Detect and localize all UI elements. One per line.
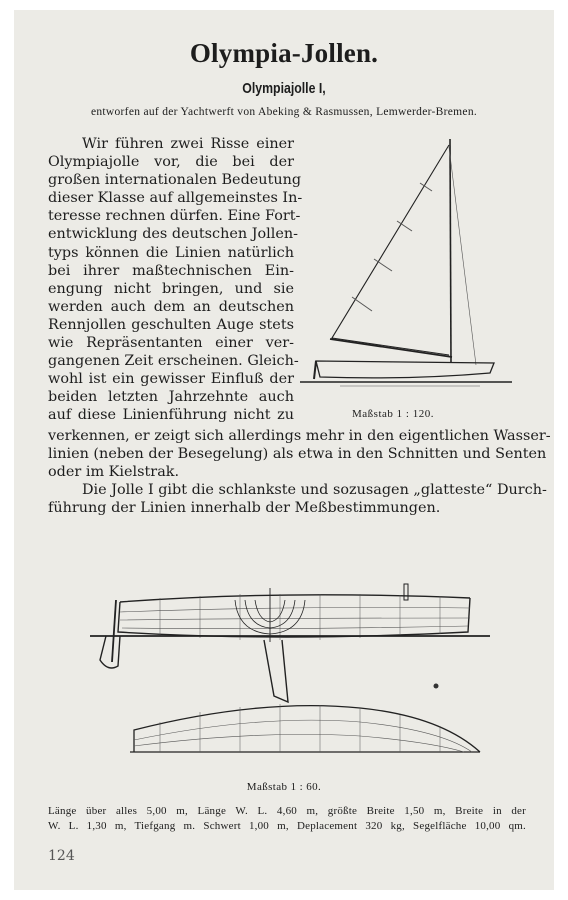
boat-subtitle: Olympiajolle I, bbox=[242, 80, 326, 97]
text-line: linien (neben der Besegelung) als etwa in den Schnitten und Senten bbox=[48, 446, 547, 463]
text-line: Olympiajolle vor, die bei der bbox=[48, 154, 294, 171]
boat-specifications bbox=[48, 804, 526, 834]
page-title: Olympia-Jollen. bbox=[189, 38, 379, 68]
specs-line: Länge über alles 5,00 m, Länge W. L. 4,60 m, größte Breite 1,50 m, Breite in der bbox=[48, 805, 526, 817]
text-line: führung der Linien innerhalb der Meßbestimmungen. bbox=[48, 500, 441, 517]
text-line: engung nicht bringen, und sie bbox=[48, 280, 294, 297]
text-line: Rennjollen geschulten Auge stets bbox=[48, 316, 294, 333]
text-line: verkennen, er zeigt sich allerdings mehr in den eigentlichen Wasser- bbox=[48, 428, 551, 444]
text-line: wohl ist ein gewisser Einfluß der bbox=[48, 371, 294, 388]
text-line: werden auch dem an deutschen bbox=[48, 298, 294, 315]
hull-profile bbox=[316, 361, 494, 378]
text-line: Wir führen zwei Risse einer bbox=[82, 136, 294, 152]
sail-plan-figure bbox=[280, 135, 520, 405]
text-line: bei ihrer maßtechnischen Ein- bbox=[48, 262, 294, 279]
page-number: 124 bbox=[48, 848, 75, 864]
text-line: teresse rechnen dürfen. Eine Fort- bbox=[48, 208, 301, 225]
boom-line bbox=[330, 339, 452, 357]
continuation-paragraph bbox=[48, 427, 551, 517]
text-line: dieser Klasse auf allgemeinstes In- bbox=[48, 190, 303, 207]
text-line: entwicklung des deutschen Jollen- bbox=[48, 226, 299, 243]
mast-line bbox=[450, 139, 451, 363]
designer-credit: entworfen auf der Yachtwerft von Abeking & Rasmussen, Lemwerder-Bremen. bbox=[90, 106, 478, 118]
book-page bbox=[14, 10, 554, 890]
text-line: gangenen Zeit erscheinen. Gleich- bbox=[48, 353, 299, 370]
half-breadth-outline bbox=[134, 706, 480, 752]
centreboard-shape bbox=[264, 640, 288, 702]
text-line: auf diese Linienführung nicht zu bbox=[48, 407, 294, 424]
lines-plan-figure bbox=[60, 570, 500, 770]
text-line: wie Repräsentanten einer ver- bbox=[48, 335, 294, 352]
text-line: beiden letzten Jahrzehnte auch bbox=[48, 389, 294, 406]
text-line: großen internationalen Bedeutung bbox=[48, 172, 302, 189]
intro-paragraph bbox=[48, 135, 303, 425]
text-line: typs können die Linien natürlich bbox=[48, 244, 294, 261]
hull-profile-lines bbox=[118, 598, 470, 637]
figure2-scale-label: Maßstab 1 : 60. bbox=[246, 781, 322, 793]
text-line: Die Jolle I gibt die schlankste und sozusagen „glatteste“ Durch- bbox=[82, 482, 547, 499]
rudder-shape bbox=[100, 636, 120, 668]
specs-line: W. L. 1,30 m, Tiefgang m. Schwert 1,00 m, Deplacement 320 kg, Segelfläche 10,00 qm. bbox=[48, 820, 526, 832]
figure1-scale-label: Maßstab 1 : 120. bbox=[352, 408, 434, 420]
text-line: oder im Kielstrak. bbox=[48, 464, 180, 481]
mainsail-outline bbox=[332, 145, 449, 355]
